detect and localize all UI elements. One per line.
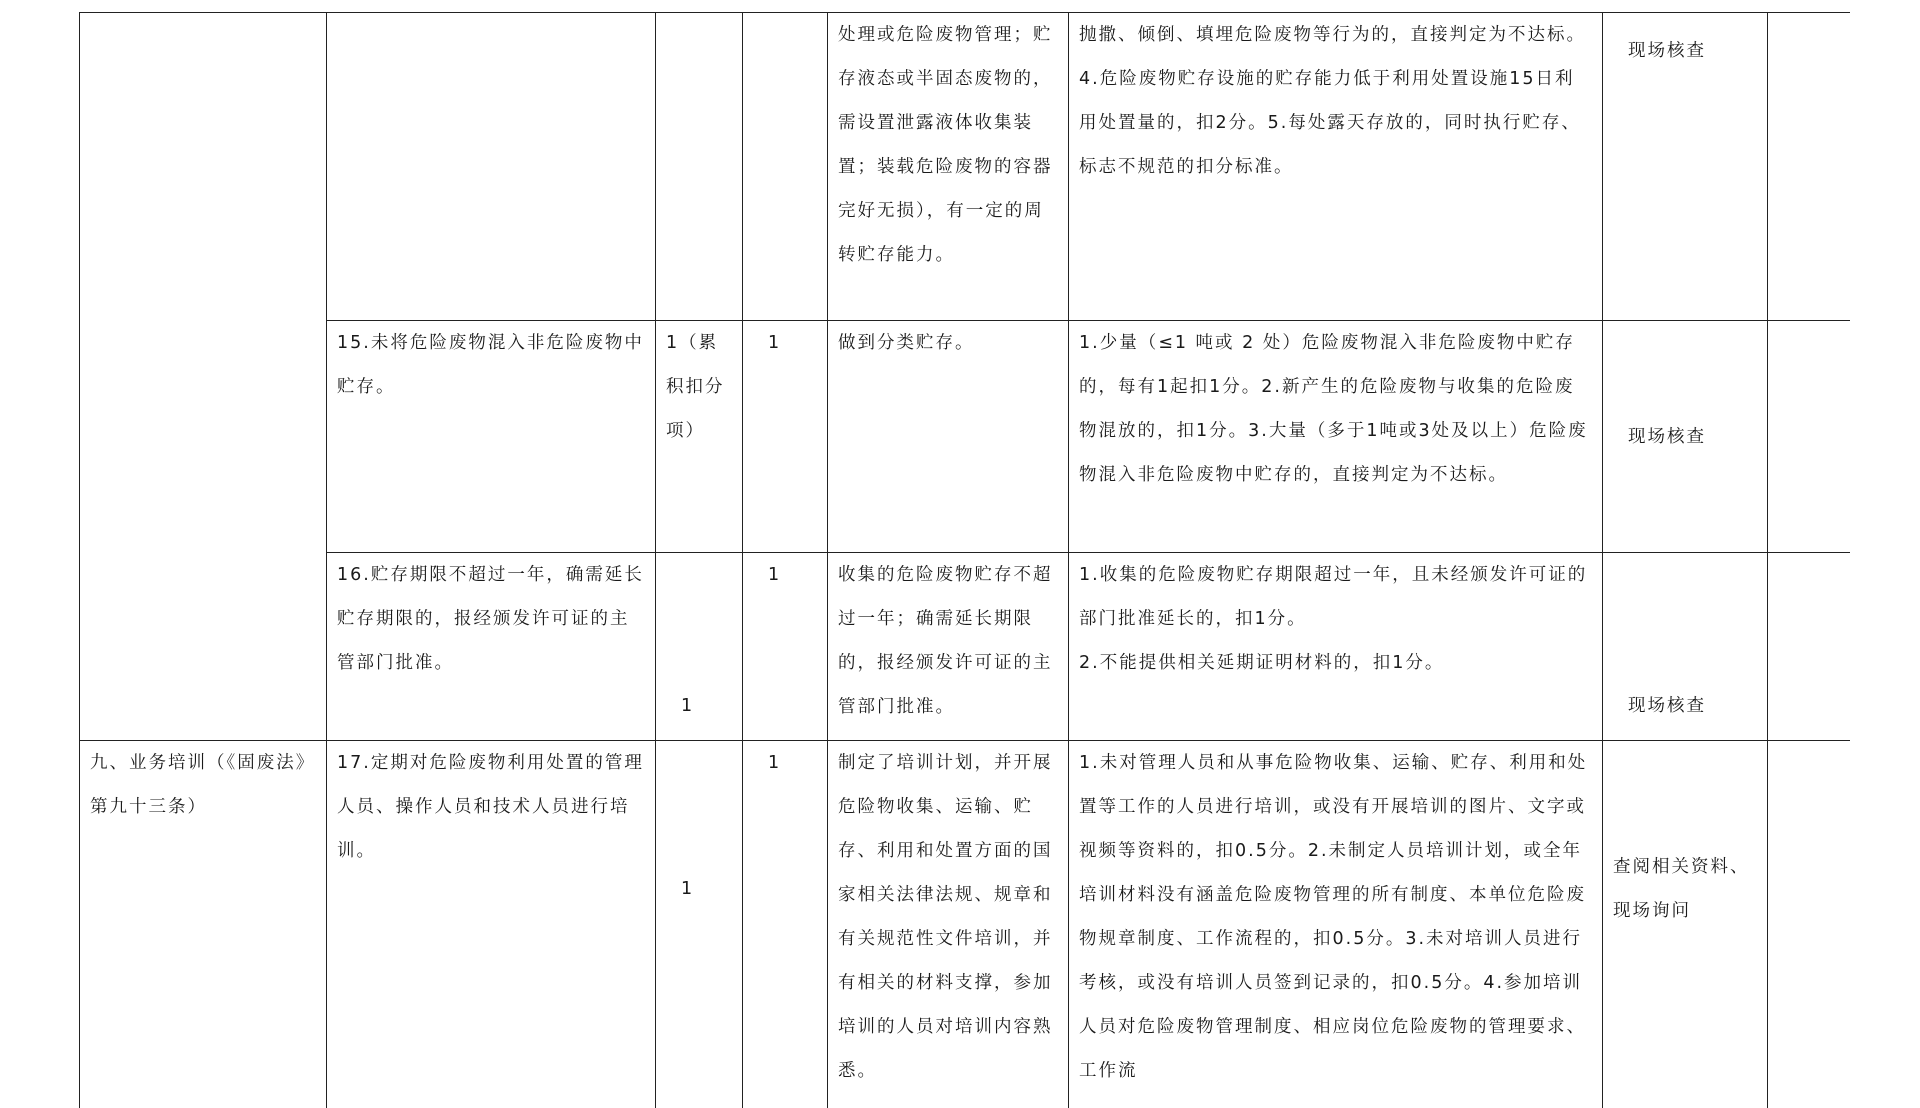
standard-text: 收集的危险废物贮存不超过一年；确需延长期限的，报经颁发许可证的主管部门批准。: [838, 565, 1053, 717]
standard-cell: [828, 321, 1069, 553]
points-cell: [743, 553, 828, 741]
deduction-text: 抛撒、倾倒、填埋危险废物等行为的，直接判定为不达标。4.危险废物贮存设施的贮存能力低于利用处置设施15日利用处置量的，扣2分。5.每处露天存放的，同时执行贮存、标志不规范的扣分标准。: [1079, 25, 1586, 177]
score-cell: [656, 553, 743, 741]
standard-text: 处理或危险废物管理；贮存液态或半固态废物的，需设置泄露液体收集装置；装载危险废物的容器完好无损），有一定的周转贮存能力。: [838, 25, 1053, 265]
remark-cell: [1768, 13, 1851, 321]
score-text: 1: [681, 696, 695, 716]
table-row: [80, 553, 1851, 741]
deduction-line-1: 1.收集的危险废物贮存期限超过一年，且未经颁发许可证的部门批准延长的，扣1分。: [1079, 565, 1588, 629]
item-cell: [327, 741, 656, 1108]
category-cell-continued: [80, 13, 327, 741]
standard-text: 制定了培训计划，并开展危险物收集、运输、贮存、利用和处置方面的国家相关法律法规、规章和有关规范性文件培训，并有相关的材料支撑，参加培训的人员对培训内容熟悉。: [838, 753, 1053, 1081]
points-text: 1: [768, 333, 782, 353]
standard-text: 做到分类贮存。: [838, 333, 975, 353]
table-row: [80, 321, 1851, 553]
standard-cell: [828, 741, 1069, 1108]
method-cell: [1603, 553, 1768, 741]
score-cell: [656, 321, 743, 553]
table-row: [80, 741, 1851, 1108]
method-cell: [1603, 741, 1768, 1108]
item-cell: [327, 553, 656, 741]
deduction-text: 1.未对管理人员和从事危险物收集、运输、贮存、利用和处置等工作的人员进行培训，或没有开展培训的图片、文字或视频等资料的，扣0.5分。2.未制定人员培训计划，或全年培训材料没有涵盖危险废物管理的所有制度、本单位危险废物规章制度、工作流程的，扣0.5分。3.未对培训人员进行考核，或没有培训人员签到记录的，扣0.5分。4.参加培训人员对危险废物管理制度、相应岗位危险废物的管理要求、工作流: [1079, 753, 1588, 1081]
method-cell: [1603, 13, 1768, 321]
remark-cell: [1768, 553, 1851, 741]
score-text: 1（累积扣分项）: [666, 333, 725, 441]
standard-cell: [828, 13, 1069, 321]
points-cell: [743, 13, 828, 321]
deduction-cell: [1069, 553, 1603, 741]
score-text: 1: [681, 879, 695, 899]
score-cell: [656, 13, 743, 321]
points-text: 1: [768, 753, 782, 773]
deduction-cell: [1069, 321, 1603, 553]
standard-cell: [828, 553, 1069, 741]
method-text: 现场核查: [1628, 696, 1706, 716]
remark-cell: [1768, 741, 1851, 1108]
item-cell: [327, 13, 656, 321]
method-text: 现场核查: [1628, 41, 1706, 61]
item-cell: [327, 321, 656, 553]
score-cell: [656, 741, 743, 1108]
method-cell: [1603, 321, 1768, 553]
points-cell: [743, 741, 828, 1108]
method-text: 查阅相关资料、现场询问: [1613, 857, 1750, 921]
table-row: [80, 13, 1851, 321]
method-text: 现场核查: [1628, 426, 1706, 447]
inspection-table: [79, 12, 1850, 1108]
category-text: 九、业务培训（《固废法》第九十三条）: [90, 753, 316, 817]
item-text: 16.贮存期限不超过一年，确需延长贮存期限的，报经颁发许可证的主管部门批准。: [337, 565, 644, 673]
points-cell: [743, 321, 828, 553]
item-text: 17.定期对危险废物利用处置的管理人员、操作人员和技术人员进行培训。: [337, 753, 644, 861]
deduction-text: 1.少量（≤1 吨或 2 处）危险废物混入非危险废物中贮存的，每有1起扣1分。2.新产生的危险废物与收集的危险废物混放的，扣1分。3.大量（多于1吨或3处及以上）危险废物混入非危险废物中贮存的，直接判定为不达标。: [1079, 333, 1588, 485]
document-page: [79, 12, 1850, 1108]
remark-cell: [1768, 321, 1851, 553]
points-text: 1: [768, 565, 782, 585]
category-cell: [80, 741, 327, 1108]
item-text: 15.未将危险废物混入非危险废物中贮存。: [337, 333, 644, 397]
deduction-line-2: 2.不能提供相关延期证明材料的，扣1分。: [1079, 653, 1445, 673]
deduction-cell: [1069, 741, 1603, 1108]
deduction-cell: [1069, 13, 1603, 321]
